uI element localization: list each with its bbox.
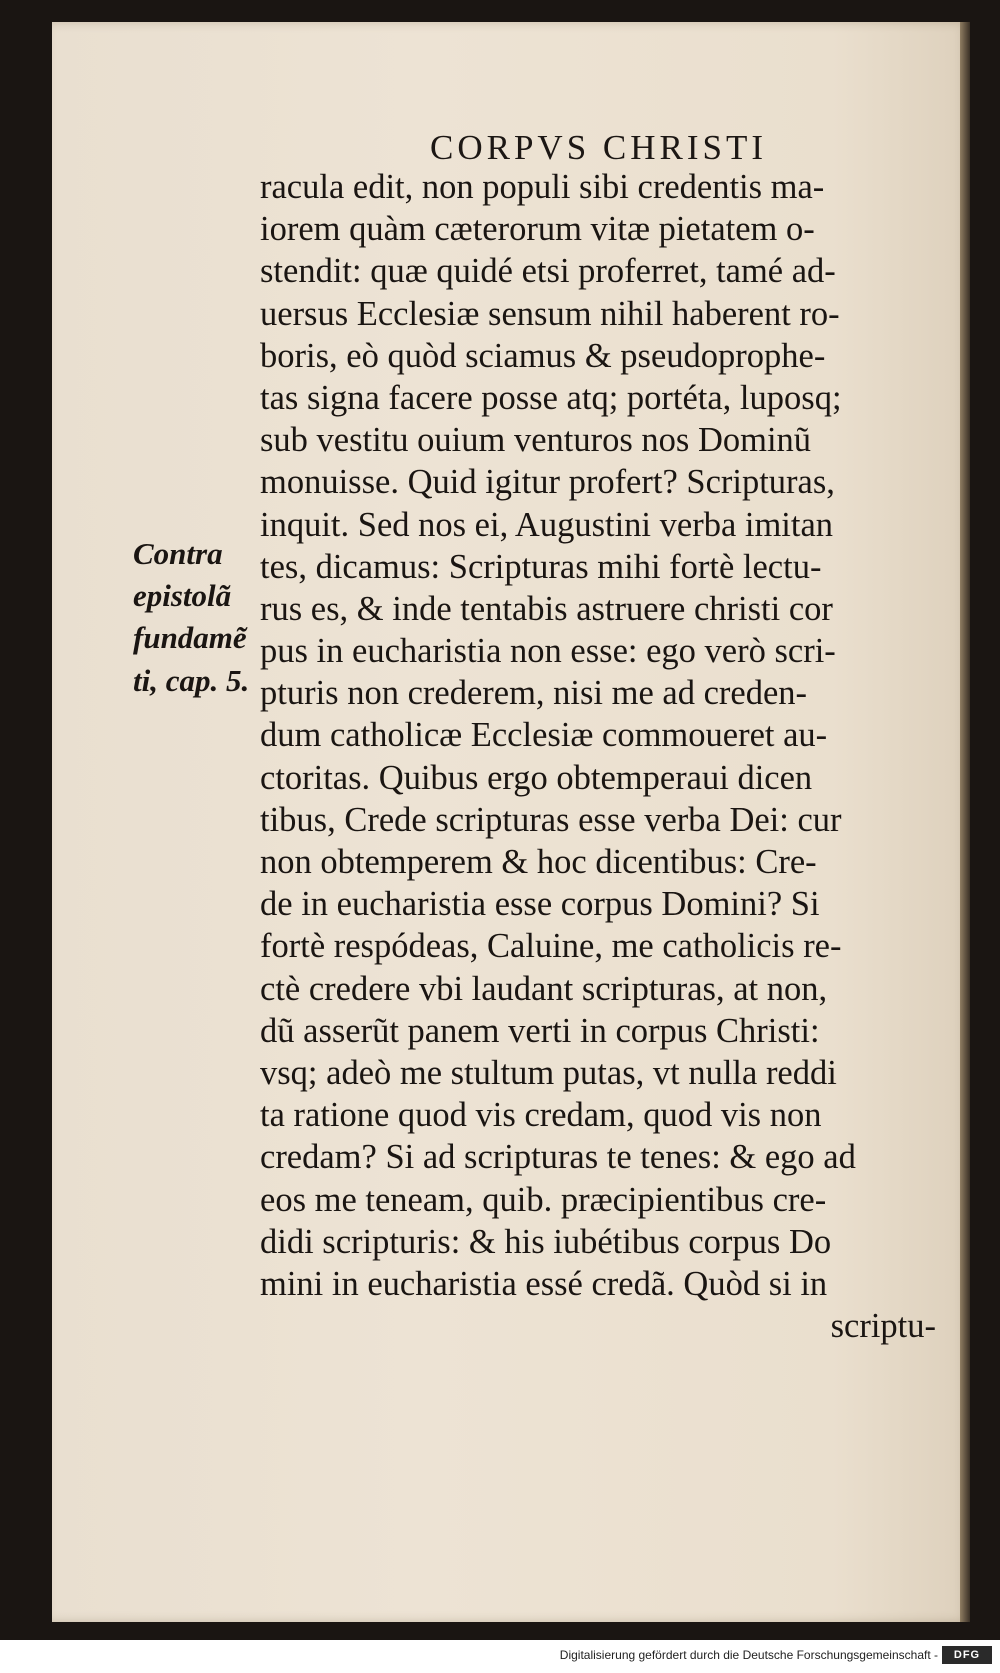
text-line: ta ratione quod vis credam, quod vis non: [260, 1096, 822, 1135]
catchword: scriptu-: [830, 1307, 936, 1346]
text-line: mini in eucharistia essé credã. Quòd si in: [260, 1264, 828, 1303]
text-line: uersus Ecclesiæ sensum nihil haberent ro-: [260, 294, 840, 333]
text-line: rus es, & inde tentabis astruere christi cor: [260, 589, 833, 628]
margin-note-line: ti, cap. 5.: [133, 662, 250, 698]
margin-note: [133, 533, 263, 702]
text-line: ctè credere vbi laudant scripturas, at non,: [260, 969, 828, 1008]
text-line: iorem quàm cæterorum vitæ pietatem o-: [260, 210, 815, 249]
text-line: boris, eò quòd sciamus & pseudoprophe-: [260, 336, 826, 375]
text-line: non obtemperem & hoc dicentibus: Cre-: [260, 843, 817, 881]
margin-note-line: epistolã: [133, 578, 232, 614]
text-line: tibus, Crede scripturas esse verba Dei: cur: [260, 800, 842, 839]
text-line: fortè respódeas, Caluine, me catholicis re-: [260, 927, 842, 966]
dfg-logo: DFG: [942, 1646, 992, 1664]
text-line: pturis non crederem, nisi me ad creden-: [260, 674, 807, 713]
text-line: dũ asserũt panem verti in corpus Christi:: [260, 1011, 820, 1050]
text-line: dum catholicæ Ecclesiæ commoueret au-: [260, 716, 828, 755]
footer-credit: Digitalisierung gefördert durch die Deutsche Forschungsgemeinschaft -: [559, 1648, 938, 1662]
running-head: CORPVS CHRISTI: [430, 128, 768, 167]
text-line: stendit: quæ quidé etsi proferret, tamé ad-: [260, 252, 836, 291]
text-line: tes, dicamus: Scripturas mihi fortè lectu-: [260, 547, 822, 586]
text-line: vsq; adeò me stultum putas, vt nulla reddi: [260, 1053, 837, 1092]
text-line: racula edit, non populi sibi credentis ma-: [260, 168, 825, 206]
body-text: [260, 166, 960, 1347]
margin-note-line: fundamẽ: [133, 620, 247, 656]
text-line: de in eucharistia esse corpus Domini? Si: [260, 885, 820, 924]
footer-bar: [0, 1640, 1000, 1673]
text-line: eos me teneam, quib. præcipientibus cre-: [260, 1180, 827, 1219]
text-line: pus in eucharistia non esse: ego verò scri-: [260, 632, 836, 671]
text-line: tas signa facere posse atq; portéta, luposq;: [260, 378, 842, 417]
text-line: ctoritas. Quibus ergo obtemperaui dicen: [260, 758, 813, 797]
text-line: credam? Si ad scripturas te tenes: & ego ad: [260, 1138, 856, 1177]
text-line: didi scripturis: & his iubétibus corpus Do: [260, 1222, 832, 1261]
text-line: monuisse. Quid igitur profert? Scripturas,: [260, 463, 835, 502]
text-line: sub vestitu ouium venturos nos Dominũ: [260, 421, 812, 460]
page-spine-edge: [960, 22, 970, 1622]
margin-note-line: Contra: [133, 536, 223, 571]
text-line: inquit. Sed nos ei, Augustini verba imitan: [260, 505, 834, 544]
